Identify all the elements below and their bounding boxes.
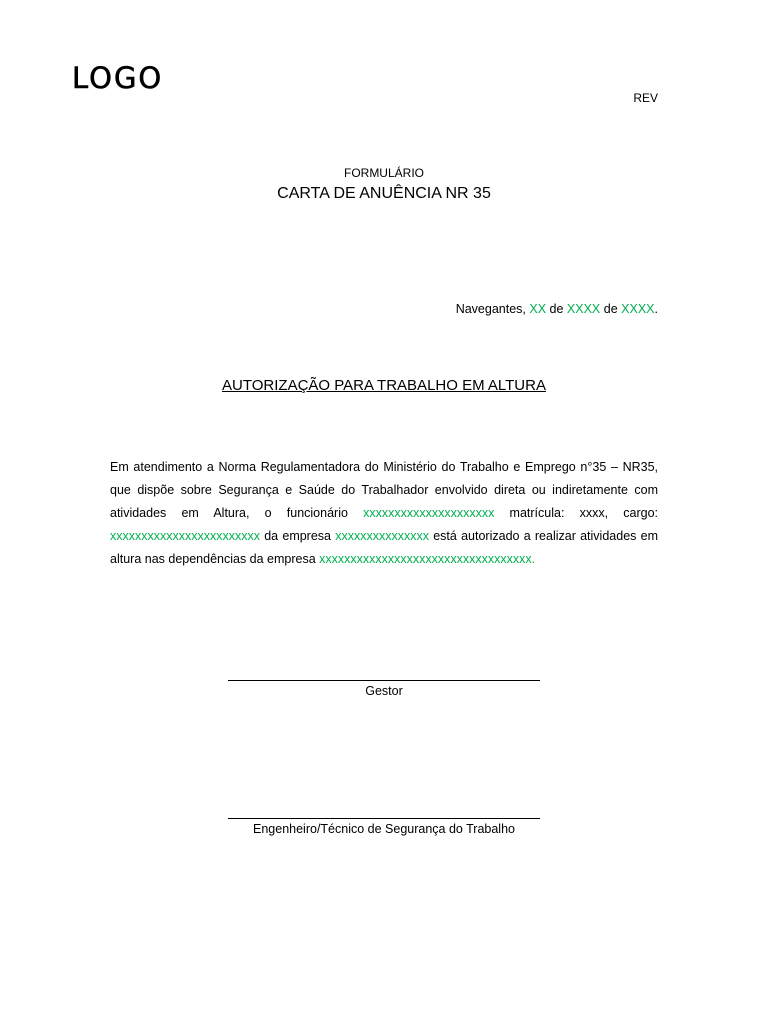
authorization-title: AUTORIZAÇÃO PARA TRABALHO EM ALTURA — [222, 377, 546, 394]
gestor-label: Gestor — [365, 684, 403, 698]
employee-name-placeholder: xxxxxxxxxxxxxxxxxxxxx — [363, 506, 495, 520]
body-part-3: da empresa — [260, 529, 336, 543]
date-line — [456, 301, 658, 317]
form-label: FORMULÁRIO — [343, 166, 424, 180]
position-placeholder: xxxxxxxxxxxxxxxxxxxxxxxx — [110, 529, 260, 543]
date-city: Navegantes, — [455, 302, 526, 316]
gestor-signature — [0, 679, 768, 699]
logo: LOGO — [72, 61, 164, 95]
date-year: XXXX — [621, 302, 655, 316]
engineer-label: Engenheiro/Técnico de Segurança do Trabalho — [253, 822, 515, 836]
date-end: . — [654, 302, 658, 316]
date-day: XX — [529, 302, 547, 316]
gestor-signature-line — [228, 679, 540, 681]
engineer-signature-line — [228, 817, 540, 819]
document-title: CARTA DE ANUÊNCIA NR 35 — [277, 185, 491, 202]
company-2-placeholder: xxxxxxxxxxxxxxxxxxxxxxxxxxxxxxxxxx. — [319, 552, 536, 566]
revision-label: REV — [633, 91, 658, 105]
body-part-2: matrícula: xxxx, cargo: — [494, 506, 658, 520]
company-placeholder: xxxxxxxxxxxxxxx — [335, 529, 429, 543]
date-month: XXXX — [566, 302, 601, 316]
date-de-1: de — [549, 302, 564, 316]
body-part-1: Em atendimento a Norma Regulamentadora do Ministério do Trabalho e Emprego n°35 – NR35, que dispõe sobre Segurança e Saúde do Trabalhador envolvido direta ou indiretamente com atividades em Altura, o funcionário — [110, 460, 658, 520]
date-de-2: de — [603, 302, 618, 316]
engineer-signature — [0, 817, 768, 837]
body-part-4: está autorizado a realizar atividades em altura nas dependências da empresa — [110, 529, 658, 566]
authorization-body — [110, 456, 658, 571]
